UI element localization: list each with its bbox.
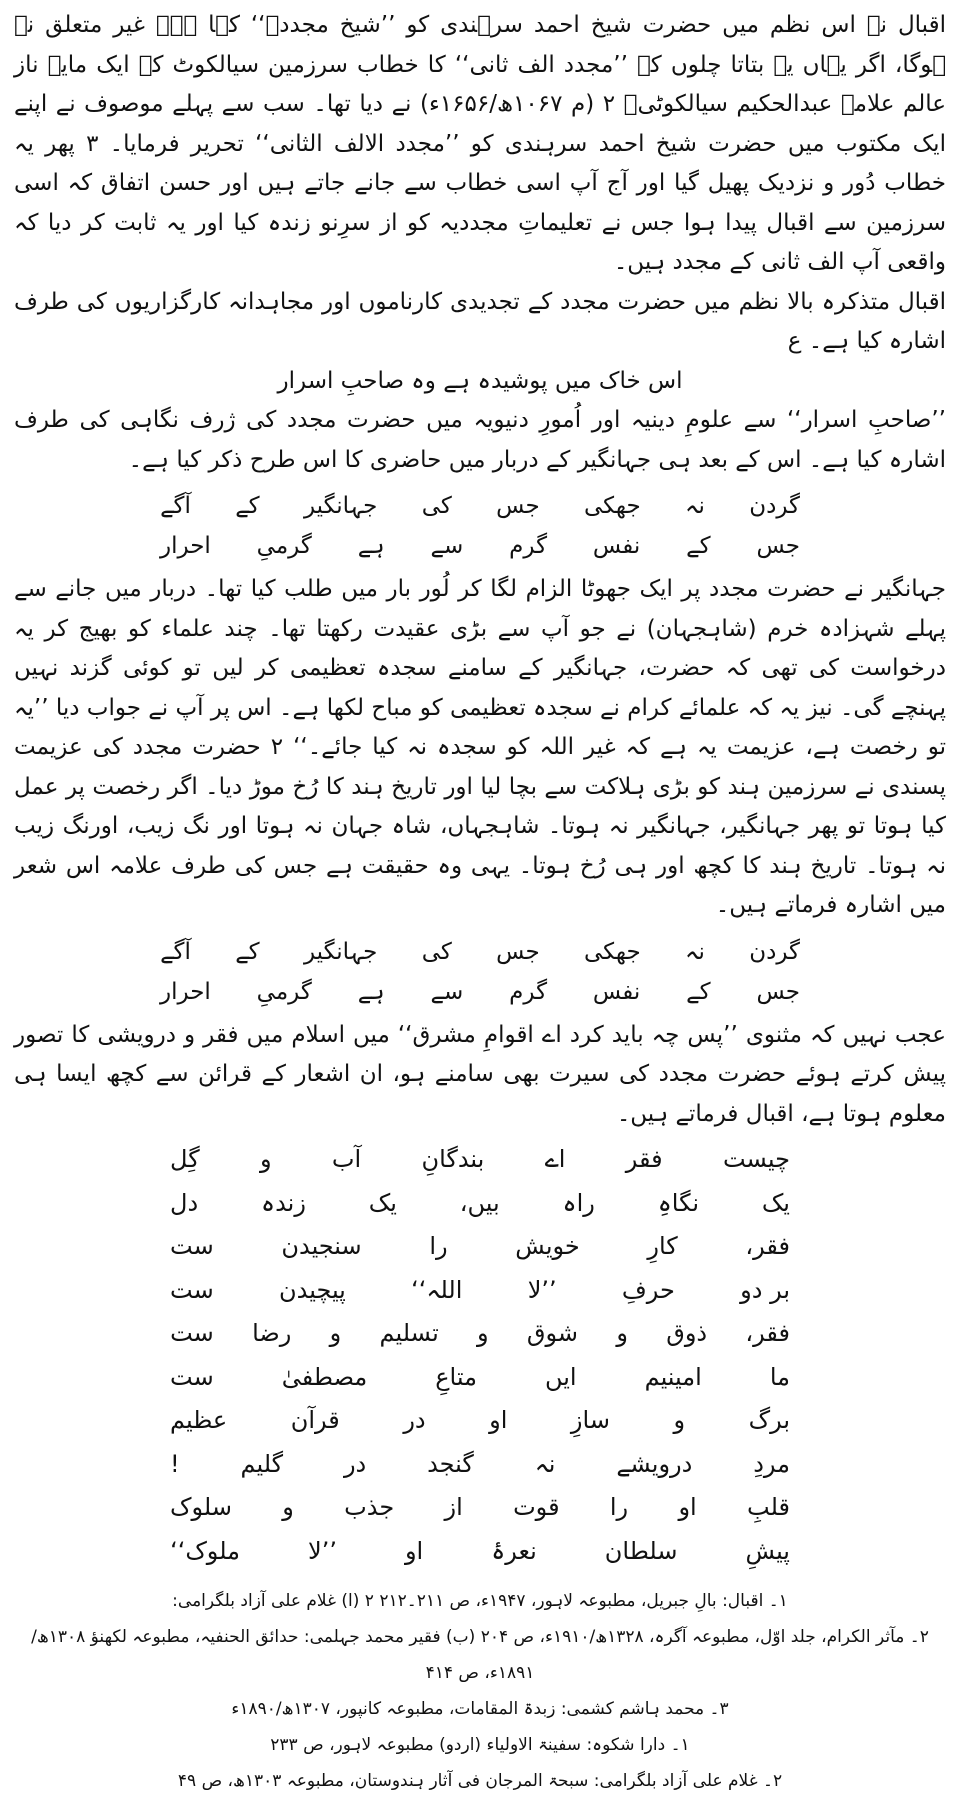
poem-word: نعرۂ	[491, 1536, 537, 1565]
poem-word: سنجیدن	[281, 1232, 362, 1260]
poem-word: خویش	[515, 1232, 580, 1260]
poem-word: او	[489, 1406, 508, 1434]
poem-word: !	[170, 1449, 180, 1478]
poem-word: زندہ	[261, 1188, 306, 1217]
poem-word: رضا	[252, 1319, 292, 1347]
poem-word: درویشے	[616, 1449, 693, 1478]
verse-word: جس	[756, 533, 800, 559]
poem-word: یک	[368, 1188, 397, 1217]
poem-word: ست	[170, 1275, 214, 1304]
verse-word: گرمیِ	[256, 978, 312, 1005]
verse-word: احرار	[160, 978, 211, 1005]
poem-word: سلوک	[170, 1493, 232, 1521]
poem-line	[170, 1356, 790, 1400]
poem-word: در	[403, 1406, 426, 1434]
poem-word: قوت	[513, 1493, 560, 1521]
poem-line	[170, 1182, 790, 1226]
verse-word: کے	[686, 533, 711, 559]
poem-word: امینیم	[644, 1362, 702, 1391]
poem-word: و	[616, 1319, 628, 1347]
misra-sahib-e-asrar: اس خاک میں پوشیدہ ہے وہ صاحبِ اسرار	[277, 367, 683, 394]
verse-line-2	[160, 972, 800, 1012]
verse-word: کے	[686, 978, 711, 1005]
poem-word: مصطفیٰ	[281, 1362, 368, 1391]
poem-word: را	[609, 1493, 629, 1521]
poem-word: در	[343, 1449, 367, 1478]
poem-word: فقر،	[745, 1232, 790, 1260]
poem-line	[170, 1443, 790, 1487]
poem-word: شوق	[526, 1319, 579, 1347]
verse-word: نہ	[685, 938, 705, 965]
poem-word: ما	[769, 1362, 790, 1391]
poem-word: اللہ‘‘	[411, 1275, 463, 1304]
verse-word: آگے	[160, 493, 191, 519]
verse-word: جس	[496, 938, 540, 965]
poem-word: متاعِ	[435, 1362, 477, 1391]
poem-word: کارِ	[647, 1232, 678, 1260]
poem-word: و	[329, 1319, 342, 1347]
poem-word: و	[673, 1406, 686, 1434]
verse-word: نہ	[685, 493, 705, 519]
verse-line-2	[160, 526, 800, 566]
poem-word: پیشِ	[745, 1536, 790, 1565]
poem-word: و	[477, 1319, 489, 1347]
paragraph-sahib-e-asrar: ’’صاحبِ اسرار‘‘ سے علومِ دینیہ اور اُمورِ دنیویہ میں حضرت مجدد کی ژرف نگاہی کی طرف اشارہ کیا ہے۔ اس کے بعد ہی جہانگیر کے دربار میں حاضری کا اس طرح ذکر کیا ہے۔	[14, 407, 946, 473]
poem-word: بیں،	[459, 1188, 500, 1217]
poem-word: قلبِ	[747, 1493, 790, 1521]
poem-word: دل	[170, 1188, 199, 1217]
poem-word: برگ	[748, 1406, 790, 1434]
poem-word: نگاہِ	[657, 1188, 699, 1217]
poem-word: از	[444, 1493, 463, 1521]
poem-word: و	[259, 1145, 272, 1173]
poem-word: تسلیم	[379, 1319, 439, 1347]
poem-line	[170, 1269, 790, 1313]
paragraph-mujaddid-title: اقبال نے اس نظم میں حضرت شیخ احمد سرہندی کو ’’شیخ مجددؒ‘‘ کہا ہے۔ غیر متعلق نہ ہوگا، اگر یہاں یہ بتاتا چلوں کہ ’’مجدد الف ثانی‘‘ کا خطاب سرزمین سیالکوٹ کے ایک مایہ ناز عالم علامہ عبدالحکیم سیالکوٹیؒ ۲ (م ۱۰۶۷ھ/۱۶۵۶ء) نے دیا تھا۔ سب سے پہلے موصوف نے اپنے ایک مکتوب میں حضرت شیخ احمد سرہندی کو ’’مجدد الالف الثانی‘‘ تحریر فرمایا۔ ۳ پھر یہ خطاب دُور و نزدیک پھیل گیا اور آج آپ اسی خطاب سے جانے جاتے ہیں اور حسن اتفاق کہ اسی سرزمین سے اقبال پیدا ہوا جس نے تعلیماتِ مجددیہ کو از سرِنو زندہ کیا اور یہ ثابت کر دیا کہ واقعی آپ الف ثانی کے مجدد ہیں۔	[14, 12, 947, 275]
footnote-2: ۲۔ مآثر الکرام، جلد اوّل، مطبوعہ آگرہ، ۱۳۲۸ھ/۱۹۱۰ء، ص ۲۰۴ (ب) فقیر محمد جہلمی: حدائق الحنفیہ، مطبوعہ لکھنؤ ۱۳۰۸ھ/۱۸۹۱ء، ص ۴۱۴	[31, 1627, 929, 1683]
verse-line-1	[160, 486, 800, 526]
poem-line	[170, 1225, 790, 1269]
verse-word: جہانگیر	[303, 493, 378, 519]
verse-word: نفس	[592, 533, 641, 559]
verse-word: ہے	[357, 978, 385, 1005]
poem-line	[170, 1530, 790, 1574]
verse-word: کے	[235, 493, 260, 519]
verse-line-1	[160, 932, 800, 972]
poem-word: فقر،	[745, 1319, 790, 1347]
verse-word: جھکی	[584, 938, 641, 965]
poem-line	[170, 1138, 790, 1182]
footnote-5: ۲۔ غلام علی آزاد بلگرامی: سبحۃ المرجان فی آثار ہندوستان، مطبوعہ ۱۳۰۳ھ، ص ۴۹	[177, 1771, 783, 1791]
verse-word: جس	[496, 493, 540, 519]
verse-block-1	[160, 486, 800, 566]
verse-word: کی	[421, 938, 452, 965]
poem-word: ست	[170, 1232, 214, 1260]
verse-word: گرم	[509, 978, 548, 1005]
verse-word: جہانگیر	[303, 938, 378, 965]
paragraph-jahangir-court: جہانگیر نے حضرت مجدد پر ایک جھوٹا الزام لگا کر لُور بار میں طلب کیا تھا۔ دربار میں جانے سے پہلے شہزادہ خرم (شاہجہان) نے جو آپ سے بڑی عقیدت رکھتا تھا۔ چند علماء کو بھیج کر یہ درخواست کی تھی کہ حضرت، جہانگیر کے سامنے سجدہ تعظیمی کر لیں تو کوئی گزند نہیں پہنچے گی۔ نیز یہ کہ علمائے کرام نے سجدہ تعظیمی کو مباح لکھا ہے۔ اس پر آپ نے جواب دیا ’’یہ تو رخصت ہے، عزیمت یہ ہے کہ غیر اللہ کو سجدہ نہ کیا جائے۔‘‘ ۲ حضرت مجدد کی عزیمت پسندی نے سرزمین ہند کو بڑی ہلاکت سے بچا لیا اور تاریخ ہند کا رُخ موڑ دیا۔ اگر رخصت پر عمل کیا ہوتا تو پھر جہانگیر، جہانگیر نہ ہوتا۔ شاہجہاں، شاہ جہان نہ ہوتا اور نگ زیب، اورنگ زیب نہ ہوتا۔ تاریخ ہند کا کچھ اور ہی رُخ ہوتا۔ یہی وہ حقیقت ہے جس کی طرف علامہ اس شعر میں اشارہ فرماتے ہیں۔	[14, 576, 946, 918]
poem-word: فقر	[625, 1145, 663, 1173]
paragraph-faqr-darveshi: عجب نہیں کہ مثنوی ’’پس چہ باید کرد اے اقوامِ مشرق‘‘ میں اسلام میں فقر و درویشی کا تصور پیش کرتے ہوئے حضرت مجدد کی سیرت بھی سامنے ہو، ان اشعار کے قرائن سے کچھ ایسا ہی معلوم ہوتا ہے، اقبال فرماتے ہیں۔	[14, 1021, 946, 1127]
poem-word: قرآن	[290, 1406, 340, 1434]
paragraph-iqbal-poem-reference: اقبال متذکرہ بالا نظم میں حضرت مجدد کے تجدیدی کارناموں اور مجاہدانہ کارگزاریوں کی طرف اشارہ کیا ہے۔ ع	[14, 288, 946, 354]
poem-word: بندگانِ	[421, 1145, 485, 1173]
poem-word: نہ	[534, 1449, 556, 1478]
poem-word: ذوق	[666, 1319, 708, 1347]
poem-word: ایں	[544, 1362, 577, 1391]
verse-word: گردن	[749, 493, 800, 519]
poem-word: ’’لا	[308, 1536, 337, 1565]
poem-word: آب	[331, 1145, 362, 1173]
poem-word: اے	[544, 1145, 566, 1173]
poem-word: ’’لا	[527, 1275, 557, 1304]
verse-word: کی	[421, 493, 452, 519]
poem-line	[170, 1312, 790, 1356]
verse-word: ہے	[357, 533, 385, 559]
verse-word: جس	[756, 978, 800, 1005]
poem-word: گلیم	[240, 1449, 284, 1478]
poem-word: سازِ	[570, 1406, 610, 1434]
poem-word: راہ	[562, 1188, 595, 1217]
poem-word: ست	[170, 1362, 214, 1391]
poem-word: پیچیدن	[278, 1275, 346, 1304]
footnote-3: ۳۔ محمد ہاشم کشمی: زبدۃ المقامات، مطبوعہ کانپور، ۱۳۰۷ھ/۱۸۹۰ء	[231, 1699, 729, 1719]
poem-word: ست	[170, 1319, 214, 1347]
footnote-1: ۱۔ اقبال: بالِ جبریل، مطبوعہ لاہور، ۱۹۴۷ء، ص ۲۱۱۔۲۱۲ ۲ (ا) غلام علی آزاد بلگرامی:	[172, 1591, 788, 1611]
verse-word: آگے	[160, 938, 191, 965]
poem-line	[170, 1486, 790, 1530]
verse-word: گرمیِ	[256, 533, 312, 559]
verse-word: سے	[430, 533, 464, 559]
poem-word: جذب	[344, 1493, 395, 1521]
poem-word: یک	[761, 1188, 790, 1217]
verse-word: گرم	[509, 533, 548, 559]
poem-word: او	[678, 1493, 697, 1521]
poem-word: بر دو	[740, 1275, 790, 1304]
poem-word: چیست	[722, 1145, 790, 1173]
verse-word: سے	[430, 978, 464, 1005]
poem-word: ملوک‘‘	[170, 1536, 240, 1565]
verse-block-2	[160, 932, 800, 1012]
footnote-4: ۱۔ دارا شکوہ: سفینۃ الاولیاء (اردو) مطبوعہ لاہور، ص ۲۳۳	[270, 1735, 690, 1755]
poem-line	[170, 1399, 790, 1443]
verse-word: احرار	[160, 533, 211, 559]
poem-word: را	[429, 1232, 448, 1260]
poem-word: سلطان	[604, 1536, 678, 1565]
poem-word: عظیم	[170, 1406, 228, 1434]
poem-word: مردِ	[753, 1449, 790, 1478]
verse-word: نفس	[592, 978, 641, 1005]
verse-word: کے	[235, 938, 260, 965]
poem-word: و	[282, 1493, 294, 1521]
poem-word: حرفِ	[621, 1275, 675, 1304]
persian-poem	[170, 1138, 790, 1573]
poem-word: او	[404, 1536, 424, 1565]
poem-word: گِل	[170, 1145, 200, 1173]
poem-word: گنجد	[427, 1449, 474, 1478]
verse-word: جھکی	[584, 493, 641, 519]
verse-word: گردن	[749, 938, 800, 965]
